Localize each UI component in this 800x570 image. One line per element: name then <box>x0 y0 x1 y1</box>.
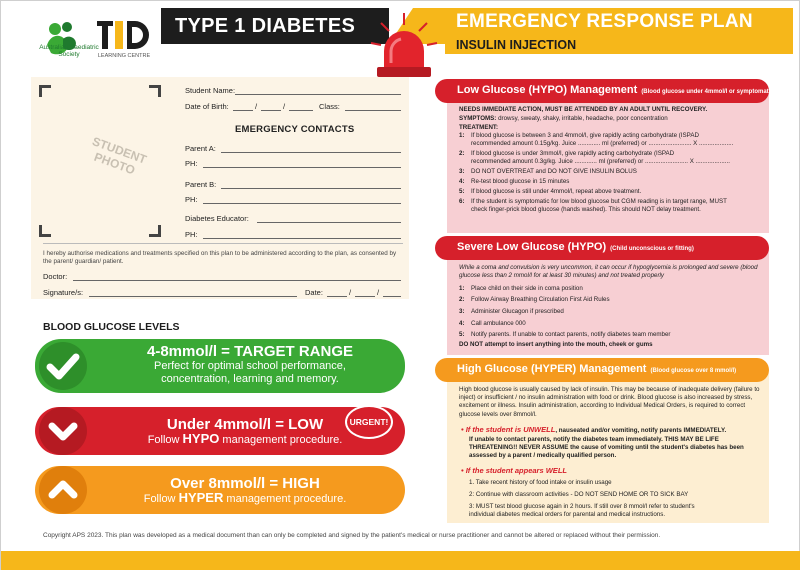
doctor-field[interactable] <box>73 280 401 281</box>
checkmark-icon <box>39 342 87 390</box>
doctor-label: Doctor: <box>43 272 68 281</box>
hyper-well-step-1: 1. Take recent history of food intake or insulin usage <box>469 479 612 486</box>
parent-b-label: Parent B: <box>185 180 217 189</box>
action-plan-page: Australian Paediatric Society LEARNING CENTRE TYPE 1 DIABETES EMERGENCY RESPONSE PLAN INSULIN INJECTION STUDENT PHOTO Student Name: Date of Birth: / / Class: EMERGENCY CONTACTS Parent A: PH: Parent B: PH: Diabetes Educator: PH: I hereby authorise medications and treatments specified on this plan to be administered according to the plan, as consented by the parent/ guardian/ patient. Doctor: Signature/s: Date: / / BLOOD GLUCOSE LEVELS 4-8mmol/l = TARGET RANGE Perfect for optimal school performance, concentration, learning and memory. Under 4mmol/l = LOW Follow HYPO management procedure. URGENT! Over 8mmol/l = HIGH Follow HYPER management procedure. Low Glucose (HYPO) Management (Blood glucose under 4mmol/l or symptomatic) NEEDS IMMEDIATE ACTION, MUST BE ATTENDED BY AN ADULT UNTIL RECOVERY. SYMPTOMS: drowsy, sweaty, shaky, irritable, headache, poor concentration TREATMENT: 1: If blood glucose is between 3 and 4mmol/l, give rapidly acting carbohydrate (ISPAD recommended amount 0.15g/kg. Juice ............. ml (preferred) or ......................... X .................... 2: If blood glucose is under 3mmol/l, give rapidly acting carbohydrate (ISPAD recommended amount 0.3g/kg. Juice ............. ml (preferred) or ......................... X .................... 3: DO NOT OVERTREAT and DO NOT GIVE INSULIN BOLUS 4: Re-test blood glucose in 15 minutes 5: If blood glucose is still under 4mmol/l, repeat above treatment. 6: If the student is symptomatic for low blood glucose but CGM reading is in target range, MUST check finger-prick blood glucose (hands washed). This should NOT delay treatment. Severe Low Glucose (HYPO) (Child unconscious or fitting) While a coma and convulsion is very uncommon, it can occur if hypoglycemia is prolonged and severe (blood glucose less than 2 mmol/l for at least 30 minutes) and not treated properly 1: Place child on their side in coma position 2: Follow Airway Breathing Circulation First Aid Rules 3: Administer Glucagon if prescribed 4: Call ambulance 000 5: Notify parents. If unable to contact parents, notify diabetes team member DO NOT attempt to insert anything into the mouth, cheek or gums High Glucose (HYPER) Management (Blood glucose over 8 mmol/l) High blood glucose is usually caused by lack of insulin. This may be because of inadequate delivery (failure to inject) or insufficient / no insulin administration with food or drink. Blood glucose is also increased by stress, excitement or illness. Insulin administration, according to Individual Medical Orders, is required to correct glucose levels over 8mmol/l. • If the student is UNWELL, nauseated and/or vomiting, notify parents IMMEDIATELY. If unable to contact parents, notify the diabetes team immediately. THIS MAY BE LIFE THREATENING!! NEVER ASSUME the cause of vomiting until the student's diabetes has been assessed by a parent / medically qualified person. • If the student appears WELL 1. Take recent history of food intake or insulin usage 2: Continue with classroom activities - DO NOT SEND HOME OR TO SICK BAY 3: MUST test blood glucose again in 2 hours. If still over 8 mmol/l refer to student's individual diabetes medical orders for parental and medical instructions. Copyright APS 2023. This plan was developed as a medical document than can only be completed and signed by the patient's medical or nurse practitioner and cannot be altered or replaced without their permission. <box>0 0 800 570</box>
hyper-title-bar: High Glucose (HYPER) Management (Blood glucose over 8 mmol/l) <box>435 358 769 382</box>
date-month-field[interactable] <box>355 296 375 297</box>
header-title-right: EMERGENCY RESPONSE PLAN <box>456 11 753 32</box>
hyper-well-heading: • If the student appears WELL <box>461 466 567 475</box>
severe-intro: While a coma and convulsion is very uncommon, it can occur if hypoglycemia is prolonged and severe (blood glucose less than 2 mmol/l for at least 30 minutes) and not treated properly <box>459 264 758 280</box>
copyright-footer: Copyright APS 2023. This plan was developed as a medical document than can only be completed and signed by the patient's medical or nurse practitioner and cannot be altered or replaced without their permission. <box>43 532 661 539</box>
header-subtitle: INSULIN INJECTION <box>456 38 577 52</box>
student-photo-box[interactable] <box>39 85 161 237</box>
date-year-field[interactable] <box>383 296 401 297</box>
educator-ph-field[interactable] <box>203 238 401 239</box>
photo-corner-tr <box>149 85 161 97</box>
class-field[interactable] <box>345 110 401 111</box>
high-glucose-heading: Over 8mmol/l = HIGH <box>170 475 320 492</box>
parent-a-ph-label: PH: <box>185 159 198 168</box>
date-day-field[interactable] <box>327 296 347 297</box>
student-name-field[interactable] <box>235 94 401 95</box>
parent-b-field[interactable] <box>221 188 401 189</box>
dob-day-field[interactable] <box>233 110 253 111</box>
header-title-left: TYPE 1 DIABETES <box>161 8 389 44</box>
photo-corner-bl <box>39 225 51 237</box>
target-range-heading: 4-8mmol/l = TARGET RANGE <box>146 343 353 360</box>
high-glucose-pill: Over 8mmol/l = HIGH Follow HYPER management procedure. <box>35 466 405 514</box>
severe-warning: DO NOT attempt to insert anything into the mouth, cheek or gums <box>459 341 653 348</box>
educator-field[interactable] <box>257 222 401 223</box>
hyper-well-step-3-cont: individual diabetes medical orders for parental and medical instructions. <box>469 511 666 518</box>
parent-b-ph-field[interactable] <box>203 203 401 204</box>
blood-glucose-levels-title: BLOOD GLUCOSE LEVELS <box>43 321 180 333</box>
chevron-down-icon <box>39 407 87 455</box>
chevron-up-icon <box>39 466 87 514</box>
photo-corner-br <box>149 225 161 237</box>
parent-a-ph-field[interactable] <box>203 167 401 168</box>
educator-label: Diabetes Educator: <box>185 214 249 223</box>
target-range-line1: Perfect for optimal school performance, <box>154 360 346 372</box>
severe-title-bar: Severe Low Glucose (HYPO) (Child unconscious or fitting) <box>435 236 769 260</box>
dob-month-field[interactable] <box>261 110 281 111</box>
hypo-symptoms: SYMPTOMS: drowsy, sweaty, shaky, irritable, headache, poor concentration <box>459 115 668 122</box>
hypo-title-bar: Low Glucose (HYPO) Management (Blood glucose under 4mmol/l or symptomatic) <box>435 79 769 103</box>
student-details-card: STUDENT PHOTO Student Name: Date of Birth: / / Class: EMERGENCY CONTACTS Parent A: PH: Parent B: PH: Diabetes Educator: PH: I hereby authorise medications and treatments specified on this plan to be administered according to the plan, as consented by the parent/ guardian/ patient. Doctor: Signature/s: Date: / / <box>31 77 409 299</box>
parent-a-label: Parent A: <box>185 144 216 153</box>
dob-label: Date of Birth: <box>185 102 229 111</box>
educator-ph-label: PH: <box>185 230 198 239</box>
low-glucose-heading: Under 4mmol/l = LOW <box>166 416 324 433</box>
signature-field[interactable] <box>89 296 297 297</box>
aps-logo-icon <box>33 17 89 69</box>
aps-logo-text: Australian Paediatric Society <box>39 44 99 58</box>
hypo-immediate-action: NEEDS IMMEDIATE ACTION, MUST BE ATTENDED BY AN ADULT UNTIL RECOVERY. <box>459 106 708 113</box>
signature-label: Signature/s: <box>43 288 84 297</box>
learning-centre-text: LEARNING CENTRE <box>97 53 151 59</box>
hyper-unwell-heading: • If the student is UNWELL, nauseated and/or vomiting, notify parents IMMEDIATELY. <box>461 425 727 434</box>
target-range-pill <box>35 339 405 393</box>
footer-yellow-bar <box>1 551 800 570</box>
class-label: Class: <box>319 102 340 111</box>
hypo-treatment-label: TREATMENT: <box>459 124 499 131</box>
authorisation-text: I hereby authorise medications and treatments specified on this plan to be administered according to the plan, as consented by the parent/ guardian/ patient. <box>43 250 397 265</box>
target-range-line2: concentration, learning and memory. <box>161 372 339 385</box>
student-photo-label: STUDENT PHOTO <box>90 134 149 178</box>
siren-icon <box>359 11 449 81</box>
dob-year-field[interactable] <box>289 110 313 111</box>
photo-corner-tl <box>39 85 51 97</box>
hyper-well-step-2: 2: Continue with classroom activities - DO NOT SEND HOME OR TO SICK BAY <box>469 491 689 498</box>
student-name-label: Student Name: <box>185 86 236 95</box>
hyper-intro: High blood glucose is usually caused by lack of insulin. This may be because of inadequate delivery (failure to inject) or insufficient / no insulin administration with food or drink. Blood glucose is also increased by stress, excitement or illness. Insulin administration, according to Individual Medical Orders, is required to correct glucose levels over 8mmol/l. <box>459 386 760 418</box>
parent-a-field[interactable] <box>221 152 401 153</box>
hyper-well-step-3: 3: MUST test blood glucose again in 2 hours. If still over 8 mmol/l refer to student's <box>469 503 695 510</box>
hyper-unwell-body: If unable to contact parents, notify the diabetes team immediately. THIS MAY BE LIFE THREATENING!! NEVER ASSUME the cause of vomiting until the student's diabetes has been assessed by a parent / medically qualified person. <box>469 436 744 460</box>
parent-b-ph-label: PH: <box>185 195 198 204</box>
emergency-contacts-title: EMERGENCY CONTACTS <box>235 124 355 135</box>
low-glucose-pill: Under 4mmol/l = LOW Follow HYPO management procedure. <box>35 407 405 455</box>
date-label: Date: <box>305 288 323 297</box>
urgent-badge: URGENT! <box>345 405 393 439</box>
